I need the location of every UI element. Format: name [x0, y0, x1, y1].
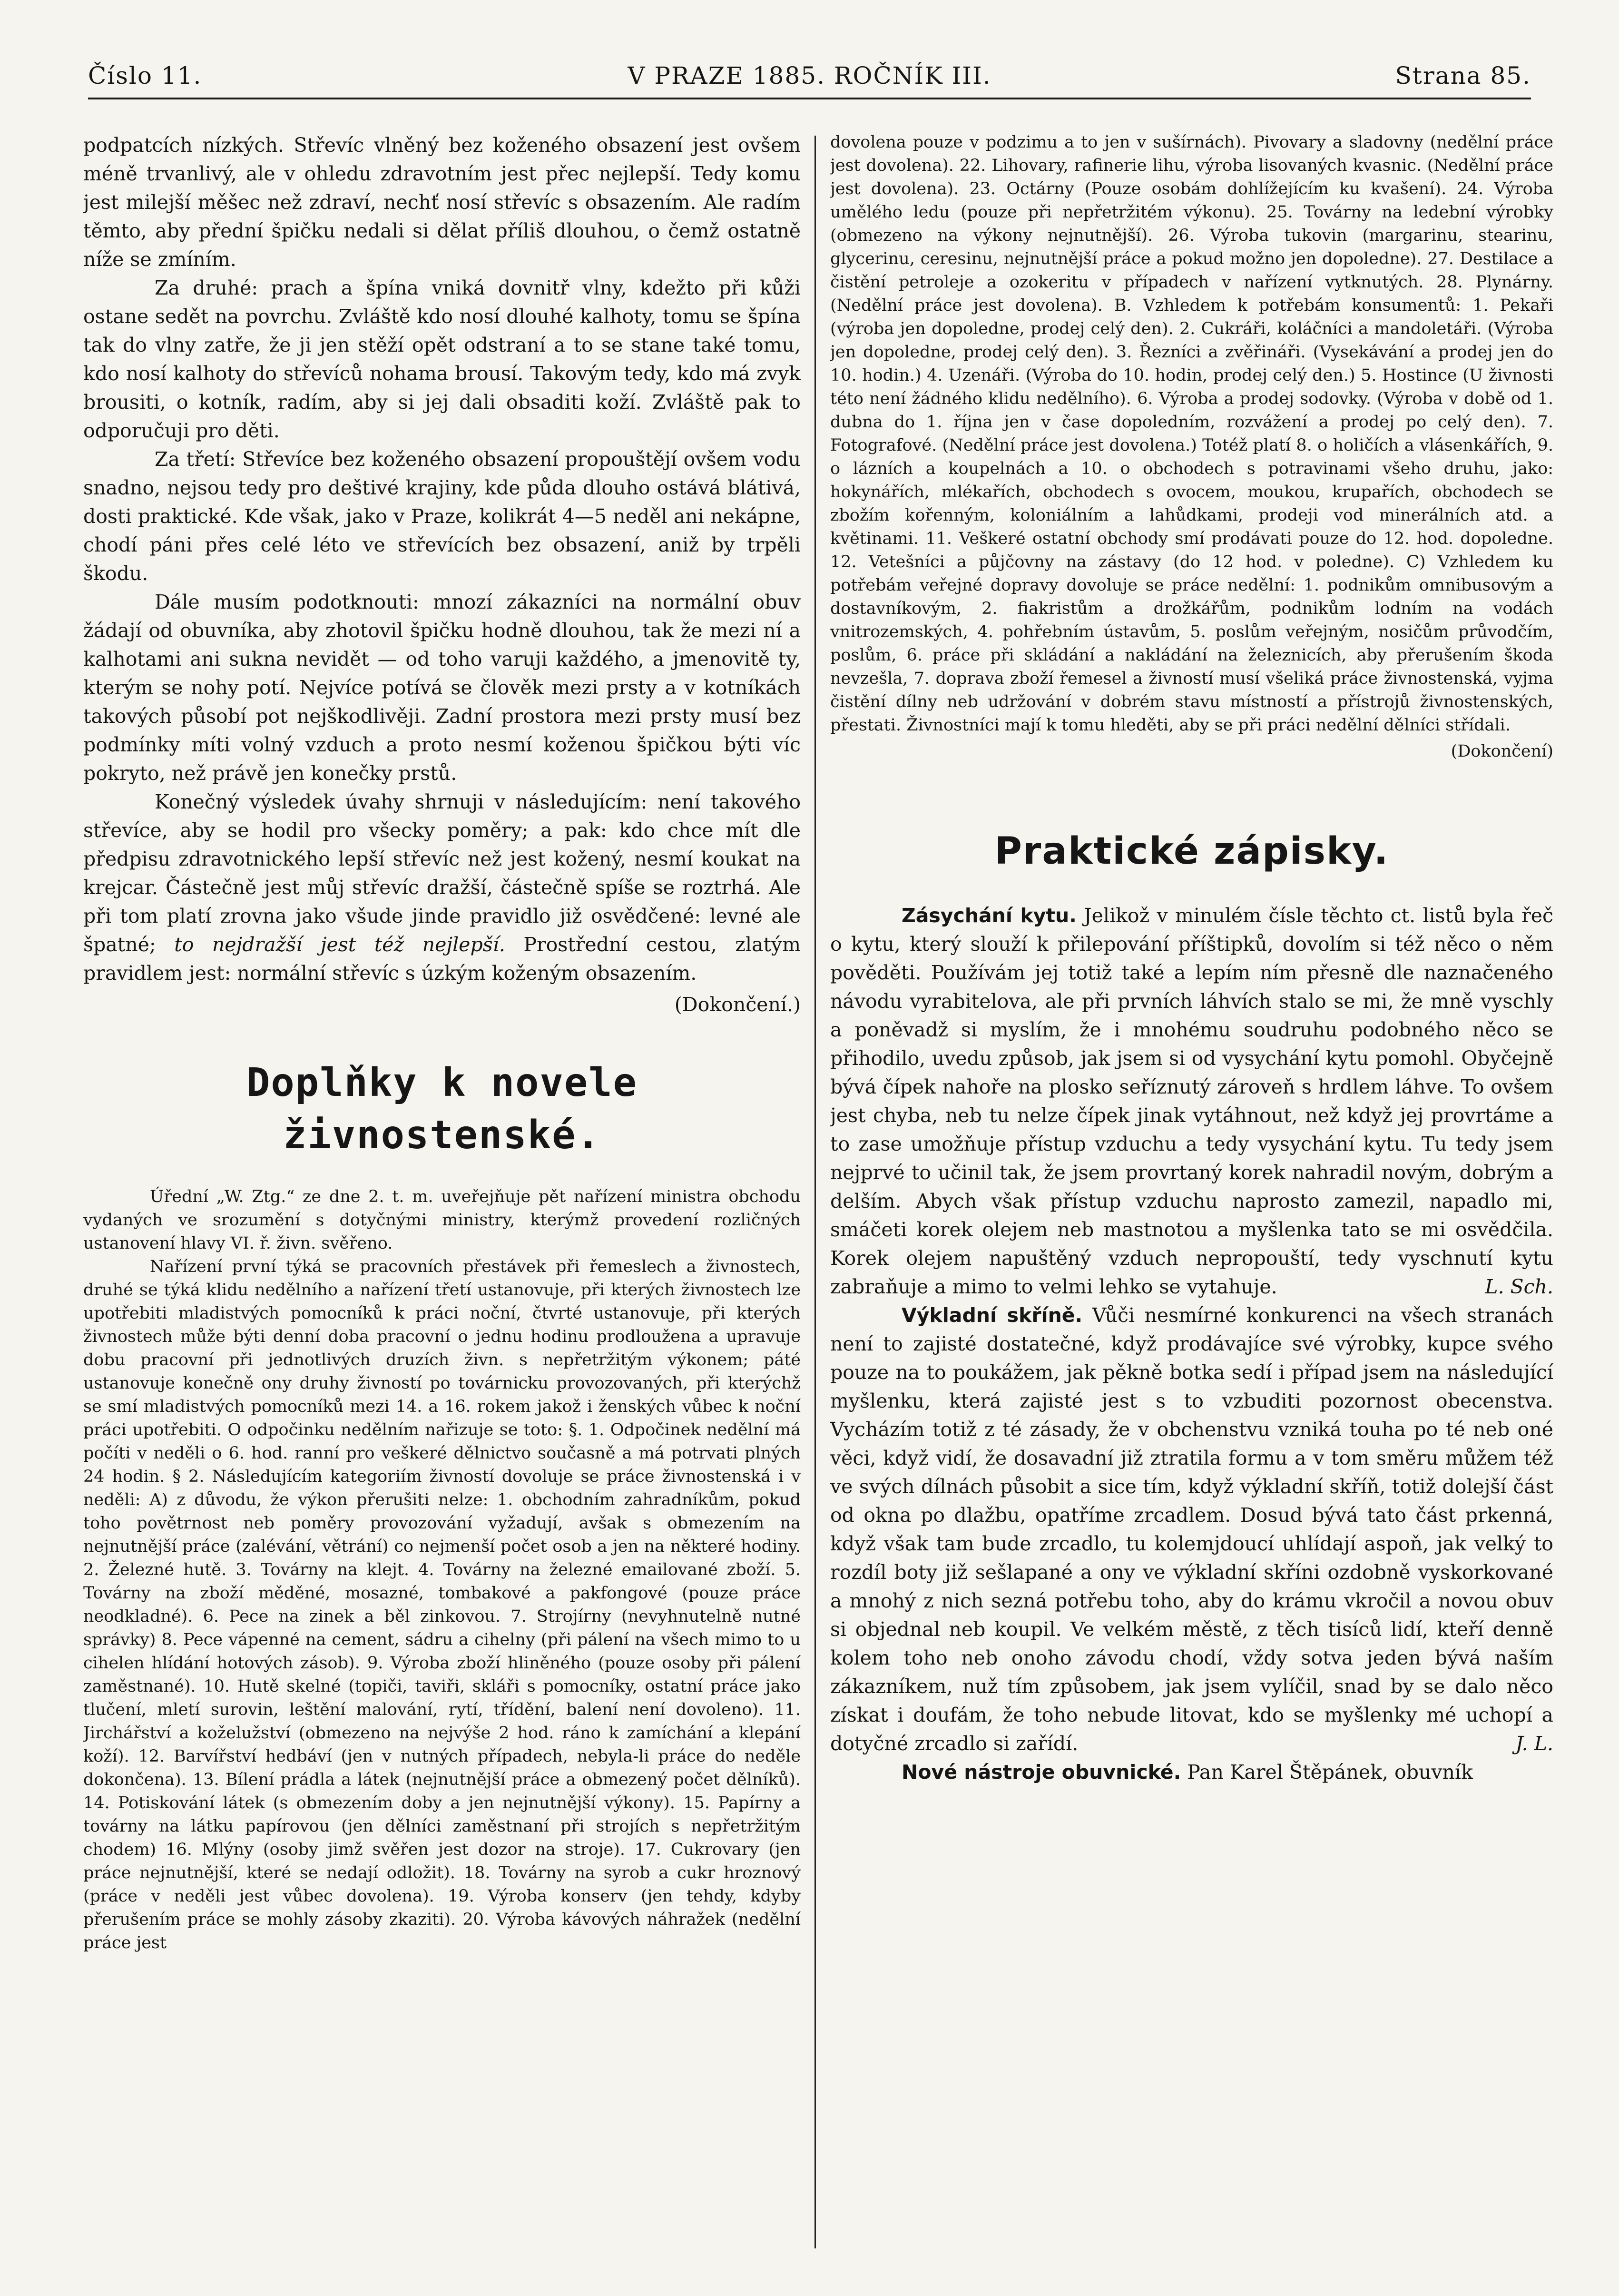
author-signature: J. L.: [1515, 1732, 1553, 1755]
article-paragraph: Za druhé: prach a špína vniká dovnitř vlny, kdežto při kůži ostane sedět na povrchu. Zvláště kdo nosí dlouhé kalhoty, tomu se špína tak do vlny zatře, že ji jen stěží opět odstraní a to se stane také tomu, kdo nosí kalhoty do střevíců nohama brousí. Takovým tedy, kdo má zvyk brousiti, o kotník, radím, aby si jej dali obsaditi koží. Zvláště pak to odporučuji pro děti.: [83, 276, 801, 442]
section-title-prakticke: Praktické zápisky.: [994, 830, 1389, 873]
note-paragraph: [830, 1758, 1553, 1786]
left-column: [83, 131, 801, 2253]
issue-number: Číslo 11.: [88, 62, 202, 89]
header-rule: [88, 98, 1531, 99]
note-paragraph: [830, 1301, 1553, 1758]
article-paragraph: [83, 788, 801, 987]
continuation-note: (Dokončení.): [674, 993, 801, 1016]
decree-text: [83, 1185, 801, 1955]
masthead-line: V PRAZE 1885. ROČNÍK III.: [628, 62, 991, 89]
decree-continuation: [830, 131, 1553, 763]
decree-paragraph: Nařízení první týká se pracovních přestávek při řemeslech a živnostech, druhé se týká klidu nedělního a nařízení třetí ustanovuje, při kterých živnostech lze upotřebiti mladistvých pomocníků k práci noční, čtvrté ustanovuje, při kterých živnostech může býti denní doba pracovní o jednu hodinu prodloužena a upravuje dobu pracovní při jednotlivých druzích živn. s nepřetržitým výkonem; páté ustanovuje konečně ony druhy živností po továrnicku provozovaných, při kterýchž se smí mladistvých pomocníků mezi 14. a 16. rokem jakož i ženských vůbec k noční práci upotřebiti. O odpočinku nedělním nařizuje se toto: §. 1. Odpočinek nedělní má počíti v neděli o 6. hod. ranní pro veškeré dělnictvo současně a má potrvati plných 24 hodin. § 2. Následujícím kategoriím živností dovoluje se práce živnostenská i v neděli: A) z důvodu, že výkon přerušiti nelze: 1. obchodním zahradníkům, pokud toho povětrnost neb poměry provozování vyžadují, avšak s obmezením na nejnutnější práce (zalévání, větrání) co nejmenší počet osob a jen na některé hodiny. 2. Železné hutě. 3. Továrny na klejt. 4. Továrny na železné emailované zboží. 5. Továrny na zboží měděné, mosazné, tombakové a pakfongové (pouze práce neodkladné). 6. Pece na zinek a běl zinkovou. 7. Strojírny (nevyhnutelně nutné správky) 8. Pece vápenné na cement, sádru a cihelny (při pálení na všech mimo to u cihelen hlídání hotových zásob). 9. Výroba zboží hliněného (pouze osoby při pálení zaměstnané). 10. Hutě skelné (topiči, taviři, skláři s pomocníky, ostatní práce jako tlučení, mletí surovin, leštění malování, rytí, třídění, balení není dovoleno). 11. Jirchářství a koželužství (obmezeno na nejvýše 2 hod. ráno k zamíchání a klepání koží). 12. Barvířství hedbáví (jen v nutných případech, nebyla-li práce do neděle dokončena). 13. Bílení prádla a látek (nejnutnější práce a obmezený počet dělníků). 14. Potiskování látek (s obmezením doby a jen nejnutnější výkony). 15. Papírny a továrny na látku papírovou (jen dělníci zaměstnaní při strojích s nepřetržitým chodem) 16. Mlýny (osoby jimž svěřen jest dozor na stroje). 17. Cukrovary (jen práce nejnutnější, které se nedají odložit). 18. Továrny na syrob a cukr hroznový (práce v neděli jest vůbec dovolena). 19. Výroba konserv (jen tehdy, kdyby přerušením práce se mohly zásoby zkaziti). 20. Výroba kávových náhražek (nedělní práce jest: [83, 1257, 801, 1952]
note-heading: Nové nástroje obuvnické.: [902, 1761, 1181, 1784]
note-body: Jelikož v minulém čísle těchto ct. listů byla řeč o kytu, který slouží k přilepování příštipků, dovolím si též něco o něm pověděti. Používám jej totiž také a lepím ním přesně dle naznačeného návodu vyrabitelova, ale při prvních láhvích stalo se mi, že mně vyschly a poněvadž si myslím, že i mnohému soudruhu podobného něco se přihodilo, uvedu způsob, jak jsem si od vysychání kytu pomohl. Obyčejně bývá čípek nahoře na plosko seříznutý zároveň s hrdlem láhve. To ovšem jest chyba, neb tu nelze čípek jinak vytáhnout, než když jej provrtáme a to zase umožňuje přístup vzduchu a tedy vysychání kytu. Tu tedy jsem nejprvé to učinil tak, že jsem provrtaný korek nahradil novým, dobrým a delším. Abych však přístup vzduchu naprosto zamezil, napadlo mi, smáčeti korek olejem neb mastnotou a myšlenka tato se mi osvědčila. Korek olejem napuštěný vzduch nepropouští, tedy vyschnutí kytu zabraňuje a mimo to velmi lehko se vytahuje.: [830, 904, 1553, 1298]
decree-paragraph: Úřední „W. Ztg.“ ze dne 2. t. m. uveřejňuje pět nařízení ministra obchodu vydaných ve srozumění s dotyčnými ministry, kterýmž provedení rozličných ustanovení hlavy VI. ř. živn. svěřeno.: [83, 1187, 801, 1253]
section-title-zivnostenske: Doplňky k novele živnostenské.: [246, 1060, 638, 1158]
note-heading: Zásychání kytu.: [902, 904, 1077, 927]
article-paragraph: podpatcích nízkých. Střevíc vlněný bez koženého obsazení jest ovšem méně trvanlivý, ale v ohledu zdravotním jest přec nejlepší. Tedy komu jest milejší měšec než zdraví, nechť nosí střevíc s obsazením. Ale radím těmto, aby přední špičku nedali si dělat příliš dlouhou, o čemž ostatně níže se zmíním.: [83, 134, 801, 271]
note-body: Vůči nesmírné konkurenci na všech stranách není to zajisté dostatečné, když prodávajíce své výrobky, kupce svého pouze na to poukážem, jak pěkně botka sedí i případ jsem na následující myšlenku, která zajisté jest s to vzbuditi pozornost obecenstva. Vycházím totiž z té zásady, že v obchenstvu vzniká touha po té neb oné věci, když vidí, že dosavadní již ztratila formu a v tom směru můžem též ve svých dílnách působit a sice tím, když výkladní skříň, totiž dolejší část od okna po dlažbu, opatříme zrcadlem. Dosud bývá tato část prkenná, když však tam bude zrcadlo, tu kolemjdoucí uhlídají aspoň, jak velký to rozdíl boty již sešlapané a ony ve výkladní skříni ozdobně vyskorkované a mnohý z nich sezná potřebu toho, aby do krámu vkročil a novou obuv si objednal neb koupil. Ve velkém městě, z těch tisíců lidí, kteří denně kolem toho neb onoho závodu chodí, vždy sotva jeden bývá naším zákazníkem, nuž tím způsobem, jak jsem vylíčil, snad by se dalo něco získat i doufám, že toho nebude litovat, kdo se myšlenky mé uchopí a dotyčné zrcadlo si zařídí.: [830, 1304, 1553, 1755]
column-divider: [814, 136, 816, 2248]
conclusion-text-end: Prostřední cestou, zlatým pravidlem jest: normální střevíc s úzkým koženým obsazením.: [83, 933, 801, 985]
continuation-note: (Dokončení): [1451, 742, 1553, 761]
author-signature: L. Sch.: [1485, 1275, 1553, 1298]
article-paragraph: Dále musím podotknouti: mnozí zákazníci na normální obuv žádají od obuvníka, aby zhotovil špičku hodně dlouhou, tak že mezi ní a kalhotami ani sukna nevidět — od toho varuji každého, a jmenovitě ty, kterým se nohy potí. Nejvíce potívá se člověk mezi prsty a v kotníkách takových působí pot nejškodlivěji. Zadní prostora mezi prsty musí bez podmínky míti volný vzduch a proto nesmí koženou špičkou býti víc pokryto, než právě jen konečky prstů.: [83, 591, 801, 785]
right-column: [830, 131, 1553, 2253]
page-number: Strana 85.: [1395, 62, 1531, 89]
italic-maxim: to nejdražší jest též nejlepší.: [174, 933, 505, 956]
conclusion-text: Konečný výsledek úvahy shrnuji v následujícím: není takového střevíce, aby se hodil pro všecky poměry; a pak: kdo chce mít dle předpisu zdravotnického lepší střevíc než jest kožený, nesmí koukat na krejcar. Částečně jest můj střevíc dražší, částečně spíše se roztrhá. Ale při tom platí zrovna jako všude jinde pravidlo již osvědčené: levné ale špatné;: [83, 790, 801, 956]
page-header: [88, 52, 1531, 95]
note-heading: Výkladní skříně.: [902, 1304, 1083, 1327]
article-paragraph: Za třetí: Střevíce bez koženého obsazení propouštějí ovšem vodu snadno, nejsou tedy pro deštivé krajiny, kde půda dlouho ostává blátivá, dosti praktické. Kde však, jako v Praze, kolikrát 4—5 neděl ani nekápne, chodí páni přes celé léto ve střevících bez obsazení, aniž by trpěli škodu.: [83, 448, 801, 585]
note-body: Pan Karel Štěpánek, obuvník: [1187, 1761, 1473, 1784]
note-paragraph: [830, 901, 1553, 1301]
decree-paragraph: dovolena pouze v podzimu a to jen v sušírnách). Pivovary a sladovny (nedělní práce jest dovolena). 22. Lihovary, rafinerie lihu, výroba lisovaných kvasnic. (Nedělní práce jest dovolena). 23. Octárny (Pouze osobám dohlížejícím ku kvašení). 24. Výroba umělého ledu (pouze při nepřetržitém výkonu). 25. Továrny na ledební výrobky (obmezeno na výkony nejnutnější). 26. Výroba tukovin (margarinu, stearinu, glycerinu, ceresinu, nejnutnější práce a pokud možno jen dopoledne). 27. Destilace a čistění petroleje a ozokeritu v případech v nařízení vytknutých. 28. Plynárny. (Nedělní práce jest dovolena). B. Vzhledem k potřebám konsumentů: 1. Pekaři (výroba jen dopoledne, prodej celý den). 2. Cukráři, koláčníci a mandoletáři. (Výroba jen dopoledne, prodej celý den). 3. Řezníci a zvěřináři. (Vysekávání a prodej jen do 10. hodin.) 4. Uzenáři. (Výroba do 10. hodin, prodej celý den.) 5. Hostince (U živnosti této není žádného klidu nedělního). 6. Výroba a prodej sodovky. (Výroba v době od 1. dubna do 1. října jen v čase dopoledním, rozvážení a prodej po celý den). 7. Fotografové. (Nedělní práce jest dovolena.) Totéž platí 8. o holičích a vlásenkářích, 9. o lázních a koupelnách a 10. o obchodech s potravinami všeho druhu, jako: hokynářích, mlékařích, obchodech s ovocem, moukou, krupařích, obchodech se zbožím kořenným, koloniálním a lahůdkami, prodeji vod minerálních atd. a květinami. 11. Veškeré ostatní obchody smí prodávati pouze do 12. hod. dopoledne. 12. Vetešníci a půjčovny na zástavy (do 12 hod. v poledne). C) Vzhledem ku potřebám veřejné dopravy dovoluje se práce nedělní: 1. podnikům omnibusovým a dostavníkovým, 2. fiakristům a drožkářům, podnikům lodním na vodách vnitrozemských, 4. pohřebním ústavům, 5. poslům veřejným, nosičům průvodčím, poslům, 6. práce při skládání a nakládání na železnicích, aby přerušením škoda nevzešla, 7. doprava zboží řemesel a živností musí všeliká práce živnostenská, vyjma čistění dílny neb udržování v dobrém stavu místností a přístrojů živnostenských, přestati. Živnostníci mají k tomu hleděti, aby se při práci nedělní dělníci střídali.: [830, 133, 1553, 735]
